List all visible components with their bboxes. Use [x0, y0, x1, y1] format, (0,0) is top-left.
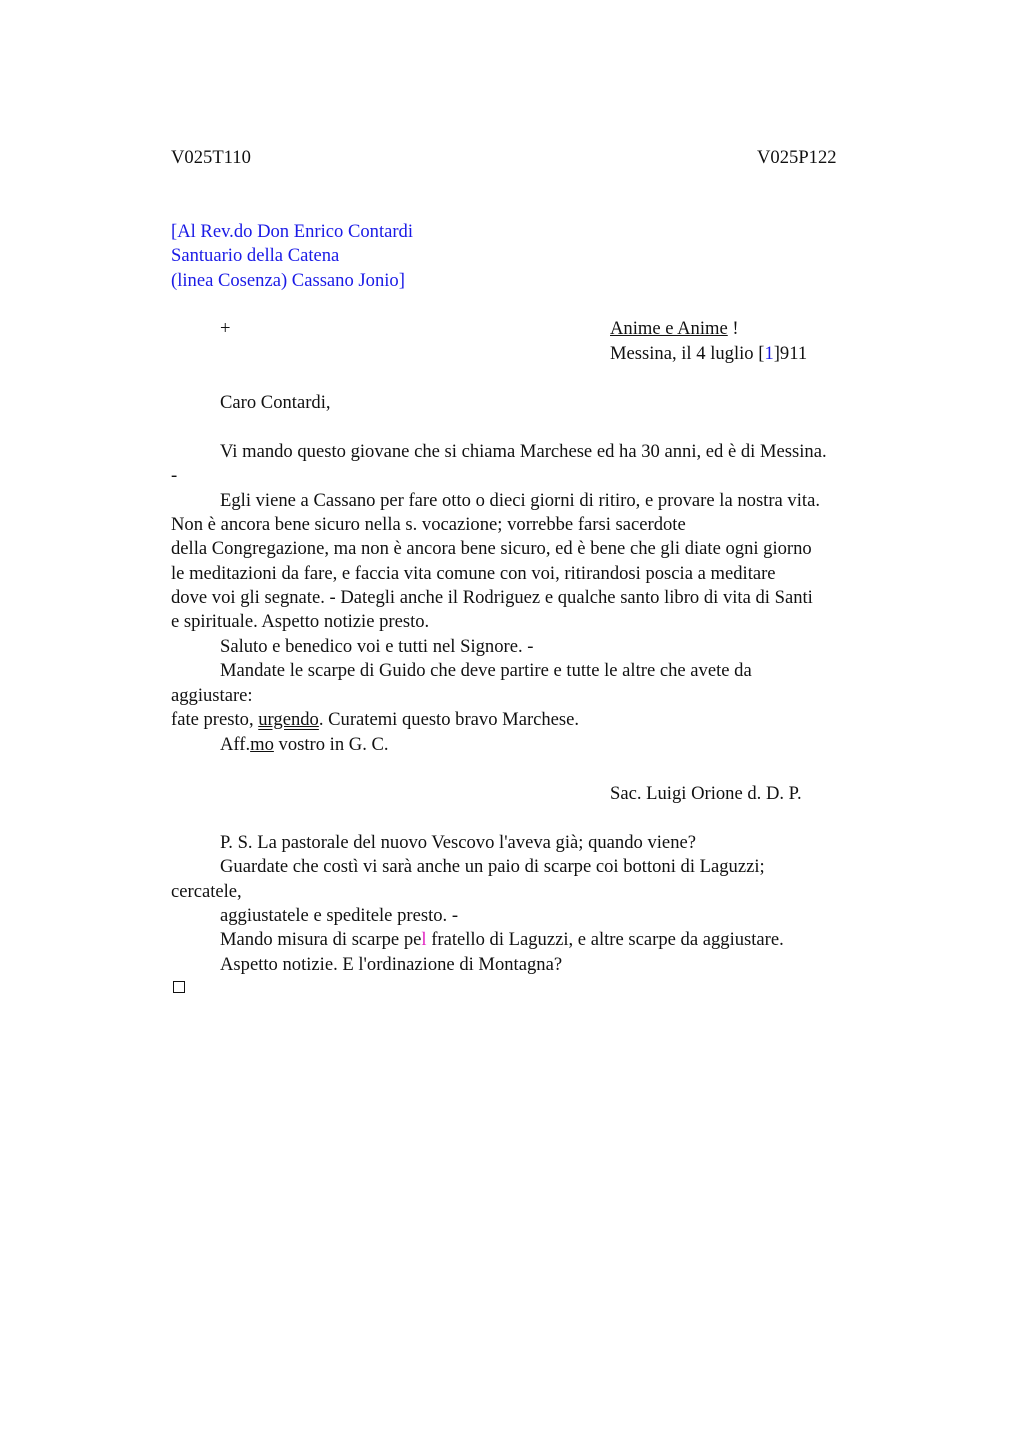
closing-rest: vostro in G. C.: [273, 734, 389, 755]
paragraph-1: Vi mando questo giovane che si chiama Marchese ed ha 30 anni, ed è di Messina.: [220, 441, 827, 462]
motto-mark: !: [727, 318, 739, 339]
postscript-line-5-end: fratello di Laguzzi, e altre scarpe da aggiustare.: [426, 929, 784, 950]
date-prefix: Messina, il 4 luglio [: [610, 343, 765, 364]
document-code-left: V025T110: [171, 147, 251, 168]
postscript-line-3: cercatele,: [171, 881, 242, 902]
postscript-line-6: Aspetto notizie. E l'ordinazione di Montagna?: [220, 954, 563, 975]
postscript-correction-letter: l: [421, 929, 427, 950]
paragraph-3: Saluto e benedico voi e tutti nel Signore. -: [220, 636, 534, 657]
document-code-right: V025P122: [757, 147, 837, 168]
postscript-line-5-start: Mando misura di scarpe pe: [220, 929, 422, 950]
address-line-3: (linea Cosenza) Cassano Jonio]: [171, 270, 405, 291]
paragraph-4-line-2: aggiustare:: [171, 685, 253, 706]
address-line-2: Santuario della Catena: [171, 245, 340, 266]
closing-mo: mo: [250, 734, 274, 755]
urgendo-word: urgendo: [258, 709, 319, 730]
closing-aff: Aff.: [220, 734, 251, 755]
motto: [610, 317, 739, 341]
paragraph-4-line-1: Mandate le scarpe di Guido che deve partire e tutte le altre che avete da: [220, 660, 752, 681]
paragraph-1-dash: -: [171, 465, 178, 486]
address-line-1: [Al Rev.do Don Enrico Contardi: [171, 221, 414, 242]
end-box-icon: [173, 981, 185, 993]
paragraph-2-line-3: della Congregazione, ma non è ancora bene sicuro, ed è bene che gli diate ogni giorno: [171, 538, 812, 559]
paragraph-2-line-5: dove voi gli segnate. - Dategli anche il Rodriguez e qualche santo libro di vita di Santi: [171, 587, 813, 608]
paragraph-2-line-4: le meditazioni da fare, e faccia vita comune con voi, ritirandosi poscia a meditare: [171, 563, 776, 584]
signature: Sac. Luigi Orione d. D. P.: [610, 783, 802, 804]
paragraph-4-line-3: [171, 708, 579, 732]
closing-line: [220, 733, 389, 757]
motto-text: Anime e Anime: [610, 318, 728, 339]
cross-mark: +: [220, 318, 231, 339]
date-line: [610, 342, 807, 366]
date-suffix: ]911: [773, 343, 808, 364]
paragraph-4-line-3-start: fate presto,: [171, 709, 259, 730]
date-editorial-digit: 1: [764, 343, 774, 364]
paragraph-2-line-6: e spirituale. Aspetto notizie presto.: [171, 611, 430, 632]
salutation: Caro Contardi,: [220, 392, 331, 413]
postscript-line-1: P. S. La pastorale del nuovo Vescovo l'aveva già; quando viene?: [220, 832, 696, 853]
postscript-line-2: Guardate che costì vi sarà anche un paio di scarpe coi bottoni di Laguzzi;: [220, 856, 765, 877]
postscript-line-4: aggiustatele e speditele presto. -: [220, 905, 459, 926]
paragraph-2-line-1: Egli viene a Cassano per fare otto o dieci giorni di ritiro, e provare la nostra vita.: [220, 490, 820, 511]
paragraph-2-line-2: Non è ancora bene sicuro nella s. vocazione; vorrebbe farsi sacerdote: [171, 514, 686, 535]
paragraph-4-line-3-end: . Curatemi questo bravo Marchese.: [318, 709, 580, 730]
postscript-line-5: [220, 928, 784, 952]
